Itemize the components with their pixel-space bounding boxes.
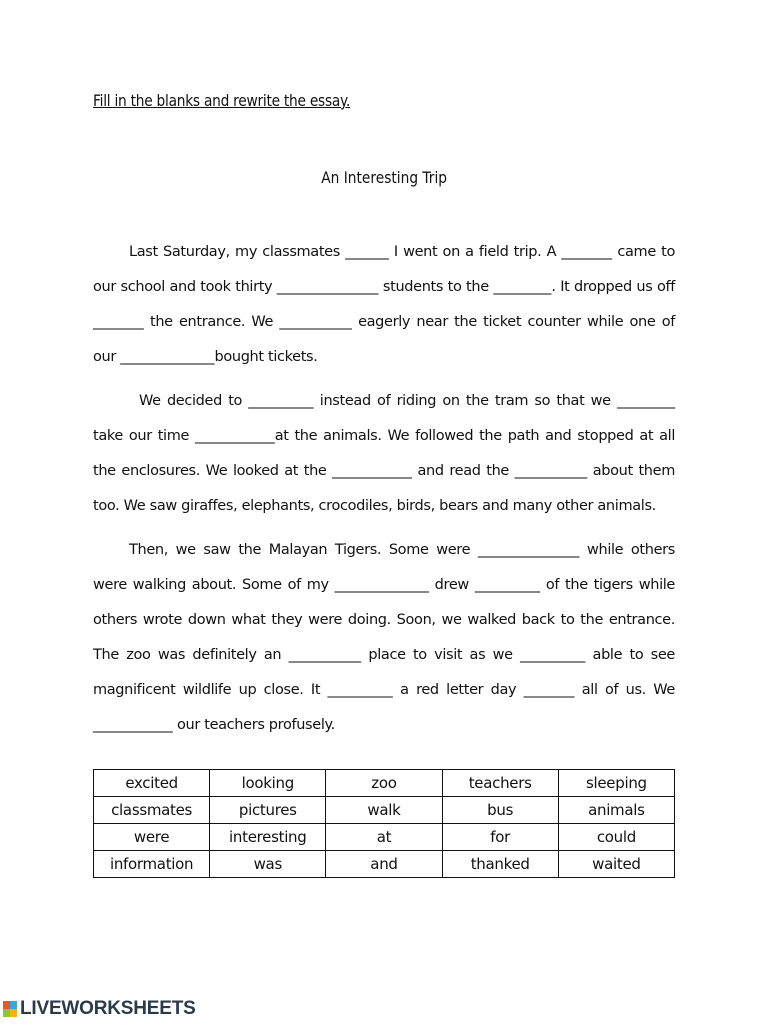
answer-blank: _____________ — [334, 577, 429, 593]
answer-blank: _________ — [327, 682, 393, 698]
word-bank-cell: animals — [558, 797, 674, 824]
essay-text: a red letter day — [392, 682, 524, 698]
answer-blank: __________ — [288, 647, 362, 663]
word-bank-cell: thanked — [442, 851, 558, 878]
word-bank-table — [93, 769, 675, 878]
essay-text: bought tickets. — [214, 349, 318, 365]
answer-blank: __________ — [514, 463, 588, 479]
answer-blank: _________ — [474, 577, 541, 593]
answer-blank: _____________ — [120, 349, 215, 365]
essay-text: instead of riding on the tram so that we — [313, 393, 617, 409]
essay-text: of the tigers while others wrote down what they were doing. Soon, we walked back to the entrance. The zoo was definitely an — [93, 577, 676, 663]
essay-title-text: An Interesting Trip — [321, 168, 447, 187]
essay-text: Last Saturday, my classmates — [129, 244, 346, 260]
word-bank-cell: waited — [558, 851, 674, 878]
essay-text: while others were walking about. Some of my — [93, 542, 675, 593]
liveworksheets-logo-icon — [3, 1001, 17, 1017]
essay-text: drew — [428, 577, 475, 593]
word-bank-cell: information — [94, 851, 210, 878]
word-bank-cell: sleeping — [558, 770, 674, 797]
essay-text: at the animals. We followed the path and stopped at all the enclosures. We looked at the — [93, 428, 675, 479]
word-bank-cell: classmates — [94, 797, 210, 824]
word-bank-row — [94, 797, 675, 824]
word-bank-cell: at — [326, 824, 442, 851]
footer-branding — [3, 997, 196, 1021]
answer-blank: ________ — [493, 279, 552, 295]
essay-text: came to our school and took thirty — [93, 244, 675, 295]
essay-text: Then, we saw the Malayan Tigers. Some were — [129, 542, 478, 558]
essay-text: take our time — [93, 428, 195, 444]
word-bank-cell: for — [442, 824, 558, 851]
word-bank-cell: pictures — [210, 797, 326, 824]
answer-blank: _________ — [248, 393, 314, 409]
essay-text: students to the — [378, 279, 494, 295]
essay-paragraph-1 — [93, 235, 675, 375]
word-bank-row — [94, 770, 675, 797]
answer-blank: ___________ — [93, 717, 173, 733]
answer-blank: ___________ — [332, 463, 412, 479]
word-bank-cell: looking — [210, 770, 326, 797]
answer-blank: ________ — [617, 393, 675, 409]
word-bank-cell: interesting — [210, 824, 326, 851]
word-bank-cell: and — [326, 851, 442, 878]
footer-brand-text: LIVEWORKSHEETS — [20, 998, 196, 1019]
essay-text: and read the — [411, 463, 515, 479]
word-bank-cell: could — [558, 824, 674, 851]
essay-text: the entrance. We — [143, 314, 280, 330]
essay-text: eagerly near the ticket counter while one of our — [93, 314, 675, 365]
essay-paragraph-3 — [93, 533, 675, 743]
essay-text: all of us. We — [574, 682, 676, 698]
essay-paragraph-2 — [93, 384, 675, 524]
word-bank-row — [94, 851, 675, 878]
instruction-heading: Fill in the blanks and rewrite the essay. — [93, 91, 351, 110]
word-bank-cell: bus — [442, 797, 558, 824]
answer-blank: _______ — [93, 314, 144, 330]
answer-blank: _________ — [519, 647, 586, 663]
word-bank-cell: were — [94, 824, 210, 851]
answer-blank: __________ — [279, 314, 352, 330]
essay-text: about them too. We saw giraffes, elephants, crocodiles, birds, bears and many other animals. — [93, 463, 675, 514]
word-bank-row — [94, 824, 675, 851]
word-bank-cell: excited — [94, 770, 210, 797]
word-bank-cell: walk — [326, 797, 442, 824]
word-bank-cell: was — [210, 851, 326, 878]
essay-text: able to see magnificent wildlife up close. It — [93, 647, 675, 698]
essay-text: We decided to — [139, 393, 249, 409]
essay-text: I went on a field trip. A — [388, 244, 562, 260]
answer-blank: _______ — [561, 244, 613, 260]
essay-title — [0, 168, 768, 187]
answer-blank: ______________ — [276, 279, 379, 295]
word-bank-cell: teachers — [442, 770, 558, 797]
answer-blank: ___________ — [194, 428, 275, 444]
essay-text: place to visit as we — [361, 647, 520, 663]
answer-blank: ______ — [345, 244, 389, 260]
answer-blank: _______ — [523, 682, 575, 698]
essay-text: our teachers profusely. — [172, 717, 335, 733]
word-bank-cell: zoo — [326, 770, 442, 797]
answer-blank: ______________ — [477, 542, 580, 558]
essay-text: . It dropped us off — [551, 279, 676, 295]
